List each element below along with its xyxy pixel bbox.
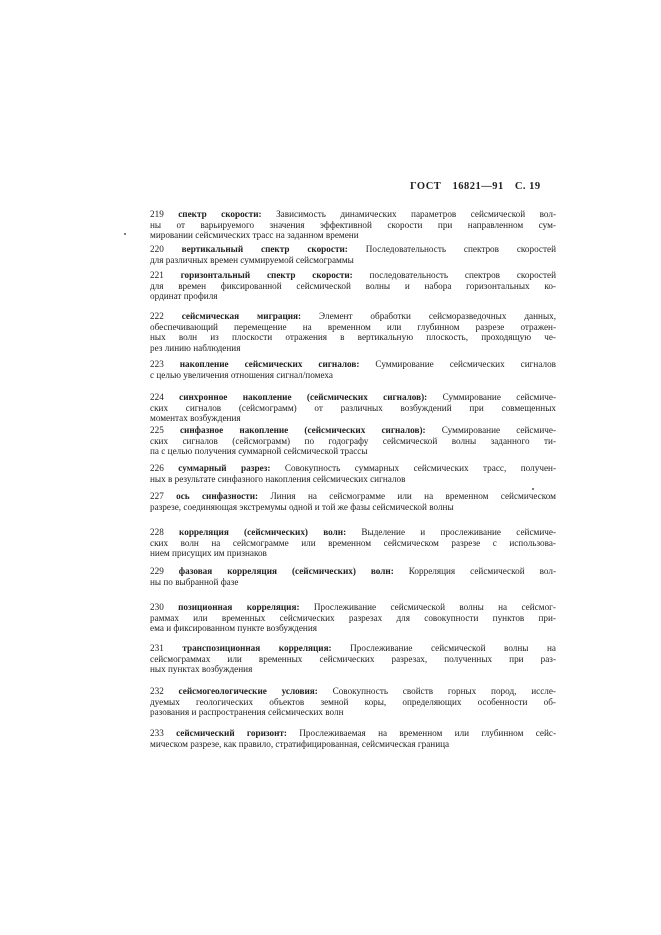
entry-number: 223 [150,359,164,369]
term-entry [150,270,556,302]
entry-line [150,728,556,739]
entry-term: синфазное накопление (сейсмических сигналов): [179,425,426,435]
entry-line [150,311,556,322]
entry-line: ема и фиксированном пункте возбуждения [150,623,317,634]
entry-term: горизонтальный спектр скорости: [180,270,353,280]
entry-line [150,359,556,370]
entry-definition: Совокупность свойств горных пород, иссле- [332,686,556,696]
term-entry [150,463,556,484]
entry-line: нием присущих им признаков [150,548,267,559]
page-number: С. 19 [514,181,541,192]
entry-number: 227 [150,491,164,501]
standard-number: 16821—91 [452,181,504,192]
entry-number: 229 [150,566,164,576]
entry-line [150,244,556,255]
entry-definition: Суммирование сейсмиче- [442,392,557,402]
entry-definition: Корреляция сейсмической вол- [408,566,557,576]
entry-term: корреляция (сейсмических) волн: [179,527,347,537]
entry-definition: Суммирование сейсмических сигналов [375,359,557,369]
entry-term: сейсмический горизонт: [176,728,287,738]
entry-definition: Прослеживание сейсмической волны на [350,643,557,653]
entry-line: ных волн из плоскости отражения в вертикальную плоскость, проходящую че- [150,332,556,343]
entry-line: ны от варьируемого значения эффективной скорости при направленном сум- [150,219,556,230]
entry-number: 222 [150,311,164,321]
entry-line [150,425,556,436]
term-entry [150,425,556,457]
entry-number: 220 [150,244,164,254]
entry-number: 225 [150,425,164,435]
term-entry [150,643,556,675]
term-entry [150,491,556,512]
scan-speck [124,233,126,235]
entry-term: сейсмогеологические условия: [178,686,318,696]
entry-number: 231 [150,643,164,653]
entry-line: обеспечивающий перемещение на временном или глубинном разрезе отражен- [150,321,556,332]
term-entry [150,686,556,718]
entry-term: позиционная корреляция: [178,602,300,612]
entry-line: разования и распространения сейсмических волн [150,707,344,718]
entry-term: сейсмическая миграция: [181,311,302,321]
entry-line: моментах возбуждения [150,413,241,424]
entry-line [150,270,556,281]
entry-term: спектр скорости: [178,209,262,219]
entry-line: рез линию наблюдения [150,342,241,353]
entry-line [150,566,556,577]
entry-number: 226 [150,463,164,473]
entry-term: синхронное накопление (сейсмических сигналов): [179,392,428,402]
entry-line [150,491,556,502]
entry-line: ординат профиля [150,291,218,302]
entry-definition: Прослеживание сейсмической волны на сейсмог- [313,602,556,612]
entry-definition: Суммирование сейсмиче- [441,425,556,435]
entry-line: ских сигналов (сейсмограмм) по годографу сейсмической волны заданного ти- [150,435,556,446]
entry-line [150,527,556,538]
entry-definition: Выделение и прослеживание сейсмиче- [361,527,557,537]
entry-definition: Прослеживаемая на временном или глубинном сейс- [299,728,557,738]
entry-line [150,209,556,220]
term-entry [150,359,556,380]
entry-definition: Линия на сейсмограмме или на временном сейсмическом [270,491,557,501]
entry-term: фазовая корреляция (сейсмических) волн: [178,566,394,576]
entry-line: сейсмограммах или временных сейсмических разрезах, полученных при раз- [150,653,556,664]
entry-line: ны по выбранной фазе [150,576,239,587]
entry-number: 232 [150,686,164,696]
entry-line [150,463,556,474]
entry-line [150,686,556,697]
term-entry [150,566,556,587]
entry-number: 230 [150,602,164,612]
term-entry [150,311,556,353]
entry-line: с целью увеличения отношения сигнал/помеха [150,369,333,380]
entry-line: ных в результате синфазного накопления сейсмических сигналов [150,473,406,484]
entry-definition: последовательность спектров скоростей [369,270,556,280]
entry-number: 233 [150,728,164,738]
term-entry [150,244,556,265]
entry-term: накопление сейсмических сигналов: [179,359,360,369]
entry-line: ных пунктах возбуждения [150,664,253,675]
term-entry [150,728,556,749]
entry-line: для различных времен суммируемой сейсмограммы [150,254,354,265]
entry-term: вертикальный спектр скорости: [181,244,348,254]
entry-line: мическом разрезе, как правило, стратифицированная, сейсмическая граница [150,738,450,749]
entry-number: 224 [150,392,164,402]
entry-term: ось синфазности: [176,491,259,501]
entry-line: дуемых геологических объектов земной коры, определяющих особенности об- [150,696,556,707]
entry-definition: Зависимость динамических параметров сейсмической вол- [276,209,557,219]
entry-number: 219 [150,209,164,219]
entry-definition: Элемент обработки сейсморазведочных данных, [319,311,557,321]
entry-line: для времен фиксированной сейсмической волны и набора горизонтальных ко- [150,280,556,291]
entry-number: 228 [150,527,164,537]
entry-line [150,392,556,403]
entry-term: транспозиционная корреляция: [182,643,332,653]
page-header [410,181,549,192]
standard-label: ГОСТ [410,181,442,192]
entry-line: па с целью получения суммарной сейсмической трассы [150,446,368,457]
entry-line [150,602,556,613]
entry-line [150,643,556,654]
term-entry [150,527,556,559]
scan-speck [532,488,534,490]
entry-line: разрезе, соединяющая экстремумы одной и той же фазы сейсмической волны [150,501,454,512]
entry-definition: Совокупность суммарных сейсмических трасс, получен- [284,463,557,473]
term-entry [150,209,556,241]
entry-line: раммах или временных сейсмических разрезах для совокупности пунктов при- [150,612,556,623]
term-entry [150,392,556,424]
entry-line: ских волн на сейсмограмме или временном сейсмическом разрезе с использова- [150,537,556,548]
term-entry [150,602,556,634]
entry-line: мировании сейсмических трасс на заданном времени [150,230,359,241]
entry-term: суммарный разрез: [178,463,271,473]
entry-definition: Последовательность спектров скоростей [365,244,557,254]
entry-line: ских сигналов (сейсмограмм) от различных возбуждений при совмещенных [150,402,556,413]
entry-number: 221 [150,270,164,280]
